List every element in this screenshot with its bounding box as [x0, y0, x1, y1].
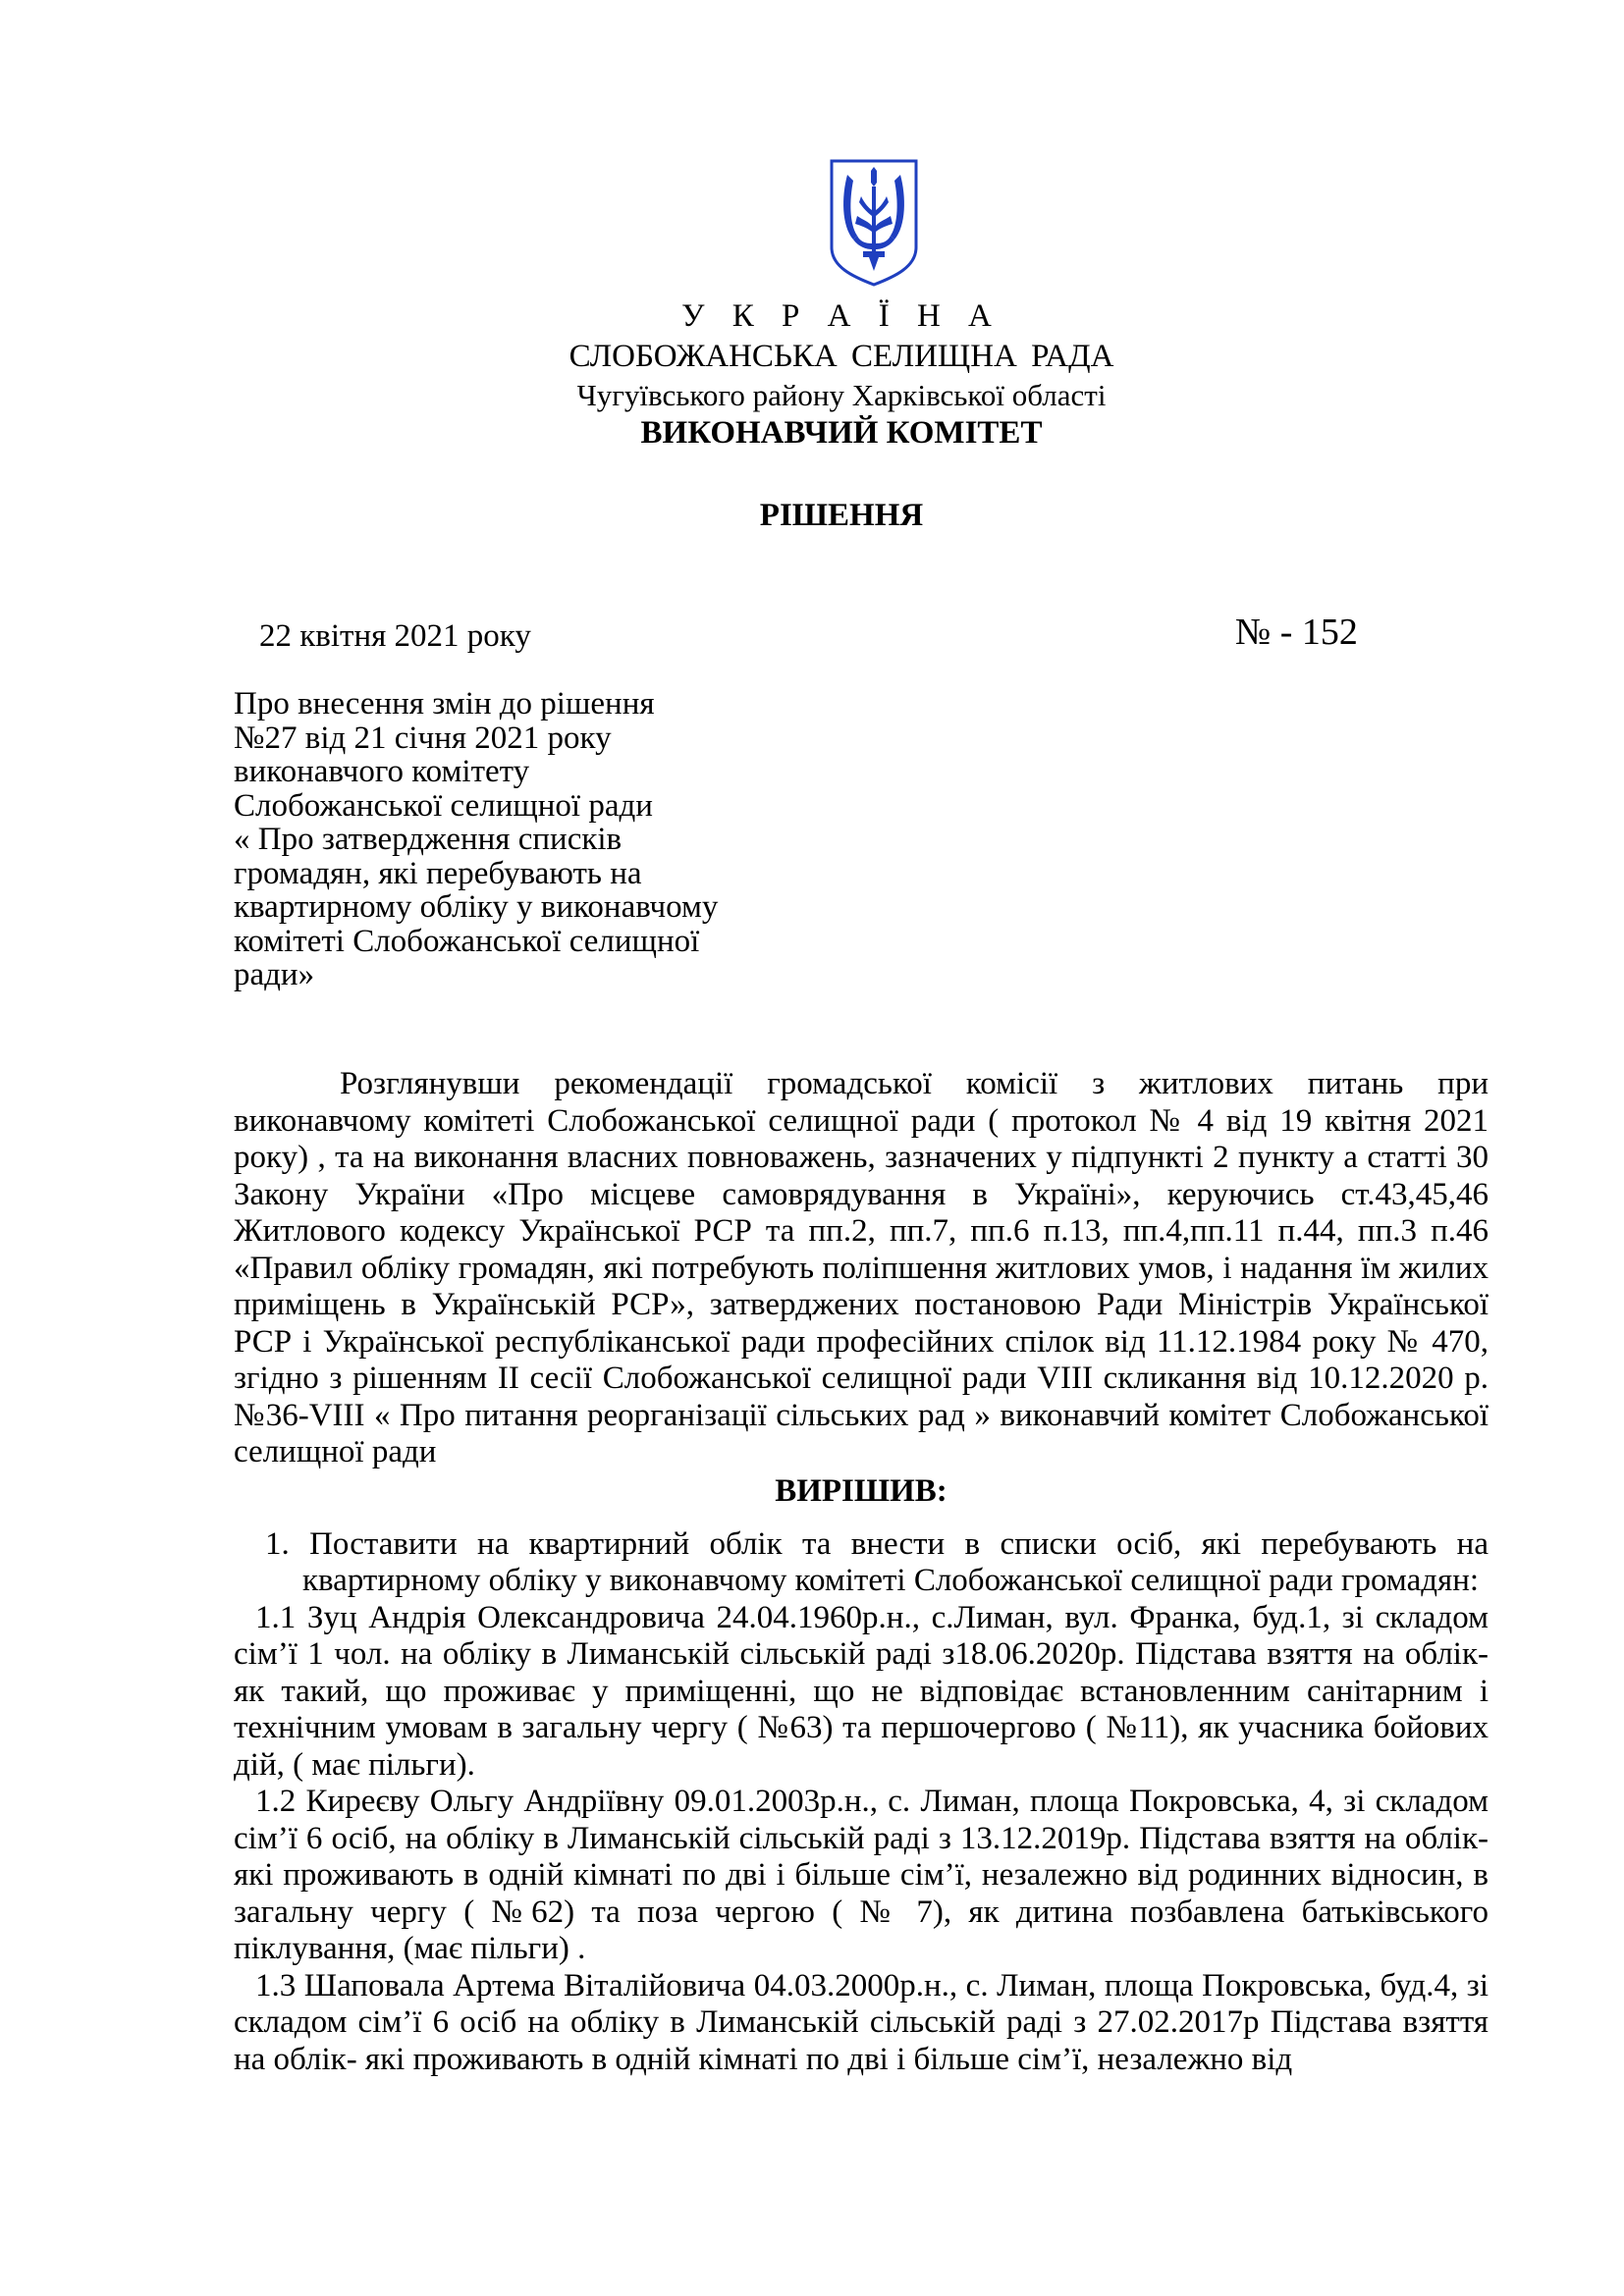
decision-number: № - 152 [1235, 612, 1358, 653]
document-type-title: РІШЕННЯ [759, 498, 924, 533]
subject-line: квартирному обліку у виконавчому [234, 889, 719, 925]
decision-item-1: 1. Поставити на квартирний облік та внести в списки осіб, які перебувають на квартирному обліку у виконавчому комітеті Слобожанської селищної ради громадян: [265, 1525, 1489, 1598]
subject-line: Слобожанської селищної ради [234, 787, 653, 824]
subject-line: « Про затвердження списків [234, 822, 623, 857]
resolved-heading: ВИРІШИВ: [775, 1472, 947, 1509]
committee-heading: ВИКОНАВЧИЙ КОМІТЕТ [640, 415, 1043, 451]
subject-line: ради» [234, 957, 315, 992]
decision-subitem-1-2: 1.2 Киреєву Ольгу Андріївну 09.01.2003р.н., с. Лиман, площа Покровська, 4, зі складом сім’ї 6 осіб, на обліку в Лиманській сільській раді з 13.12.2019р. Підстава взяття на облік- які проживають в одній кімнаті по дві і більше сім’ї, незалежно від родинних відносин, в загальну чергу ( №62) та поза чергою ( № 7), як дитина позбавлена батьківського піклування, (має пільги) . [234, 1784, 1489, 1966]
subject-line: Про внесення змін до рішення [234, 686, 655, 721]
preamble-paragraph: Розглянувши рекомендації громадської комісії з житлових питань при виконавчому комітеті Слобожанської селищної ради ( протокол № 4 від 19 квітня 2021 року) , та на виконання власних повноважень, зазначених у підпункті 2 пункту а статті 30 Закону України «Про місцеве самоврядування в Україні», керуючись ст.43,45,46 Житлового кодексу Української РСР та пп.2, пп.7, пп.6 п.13, пп.4,пп.11 п.44, пп.3 п.46 «Правил обліку громадян, які потребують поліпшення житлових умов, і надання їм жилих приміщень в Українській РСР», затверджених постановою Ради Міністрів Української РСР і Української республіканської ради професійних спілок від 11.12.1984 року № 470, згідно з рішенням ІІ сесії Слобожанської селищної ради VIII скликання від 10.12.2020 р. №36-VIII « Про питання реорганізації сільських рад » виконавчий комітет Слобожанської селищної ради [234, 1066, 1489, 1469]
decision-date: 22 квітня 2021 року [259, 618, 531, 654]
country-heading: У К Р А Ї Н А [681, 298, 1001, 334]
document-body [234, 1066, 1489, 2078]
subject-block [234, 687, 784, 992]
subject-line: виконавчого комітету [234, 754, 530, 789]
decision-subitem-1-3: 1.3 Шаповала Артема Віталійовича 04.03.2000р.н., с. Лиман, площа Покровська, буд.4, зі складом сім’ї 6 осіб на обліку в Лиманській сільській раді з 27.02.2017р Підстава взяття на облік- які проживають в одній кімнаті по дві і більше сім’ї, незалежно від [234, 1967, 1489, 2077]
trident-emblem-icon [828, 157, 920, 287]
decision-subitem-1-1: 1.1 Зуц Андрія Олександровича 24.04.1960р.н., с.Лиман, вул. Франка, буд.1, зі складом сім’ї 1 чол. на обліку в Лиманській сільській раді з18.06.2020р. Підстава взяття на облік- як такий, що проживає у приміщенні, що не відповідає встановленним санітарним і технічним умовам в загальну чергу ( №63) та першочергово ( №11), як учасника бойових дій, ( має пільги). [234, 1599, 1489, 1783]
subject-line: комітеті Слобожанської селищної [234, 923, 700, 959]
district-heading: Чугуївського району Харківської області [576, 378, 1107, 412]
council-heading: СЛОБОЖАНСЬКА СЕЛИЩНА РАДА [568, 339, 1114, 374]
subject-line: громадян, які перебувають на [234, 855, 642, 891]
subject-line: №27 від 21 січня 2021 року [234, 720, 612, 756]
